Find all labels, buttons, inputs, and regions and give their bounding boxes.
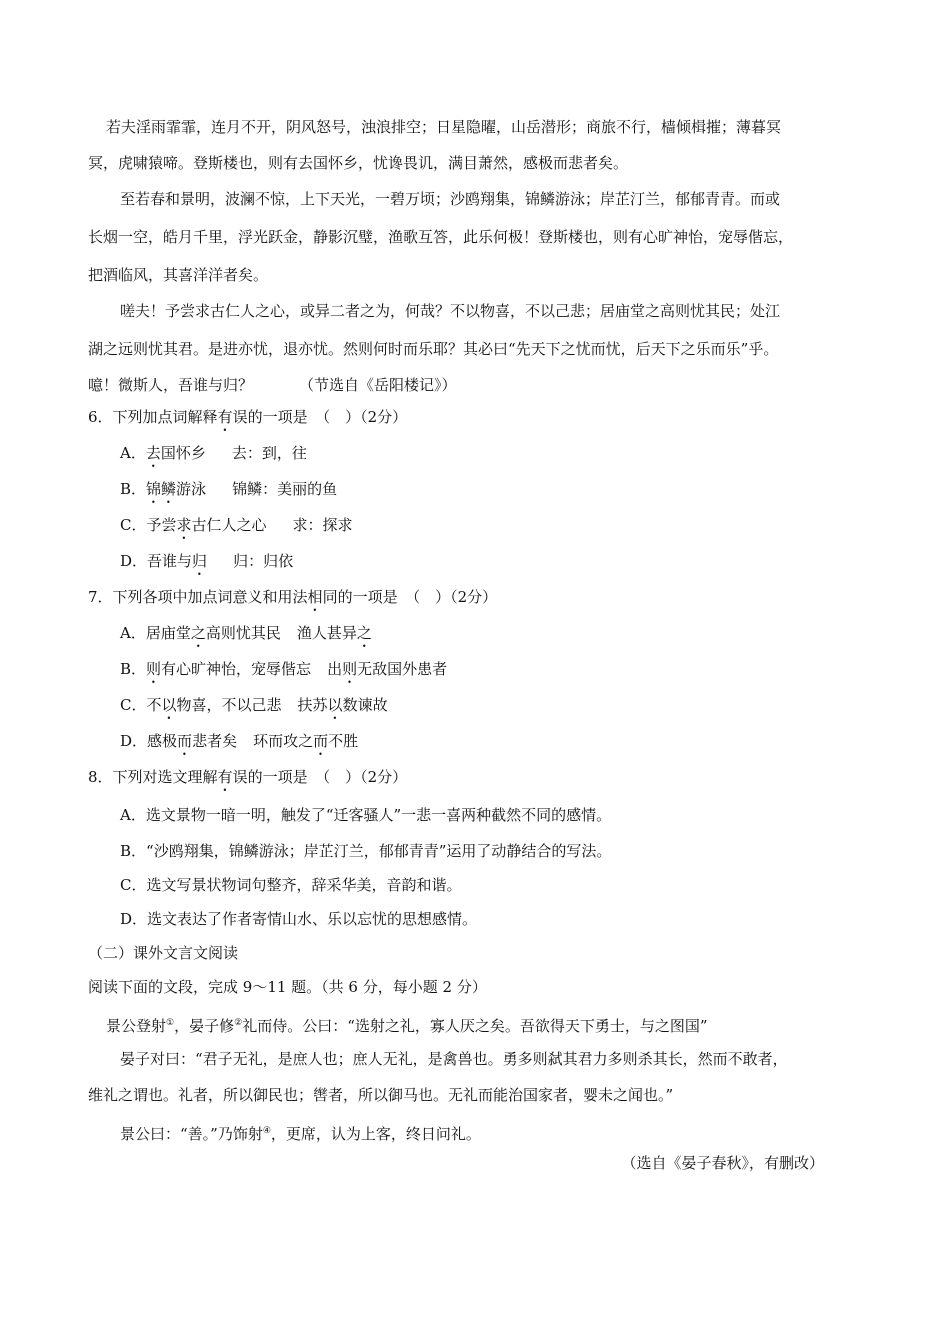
passage-p2-line1: 至若春和景明，波澜不惊，上下天光，一碧万顷；沙鸥翔集，锦鳞游泳；岸芷汀兰，郁郁青青。而或 [120,190,781,208]
passage-p1-line2: 冥，虎啸猿啼。登斯楼也，则有去国怀乡，忧谗畏讥，满目萧然，感极而悲者矣。 [88,154,629,172]
q6-option-b: B．锦鳞游泳 锦鳞：美丽的鱼 [120,480,338,498]
passage-p3-line3-text: 噫！微斯人，吾谁与归？ [88,376,254,394]
q8-stem: 8．下列对选文理解有误的一项是 （ ）（2分） [88,768,408,786]
q8-option-d: D．选文表达了作者寄情山水、乐以忘忧的思想感情。 [120,910,478,928]
section2-p2-line2: 维礼之谓也。礼者，所以御民也；辔者，所以御马也。无礼而能治国家者，婴未之闻也。” [88,1086,674,1104]
section2-p3: 景公曰：“善。”乃饰射④，更席，认为上客，终日问礼。 [120,1125,481,1143]
q7-option-d: D．感极而悲者矣 环而攻之而不胜 [120,732,359,750]
passage-p2-line3: 把酒临风，其喜洋洋者矣。 [88,266,269,284]
q6-option-c: C．予尝求古仁人之心 求：探求 [120,516,353,534]
passage-p3-line1: 嗟夫！予尝求古仁人之心，或异二者之为，何哉？不以物喜，不以己悲；居庙堂之高则忧其民；处江 [120,302,781,320]
passage-p3-line2: 湖之远则忧其君。是进亦忧，退亦忧。然则何时而乐耶？其必曰“先天下之忧而忧，后天下之乐而乐”乎。 [88,340,779,358]
q8-option-a: A．选文景物一暗一明，触发了“迁客骚人”一悲一喜两种截然不同的感情。 [120,806,612,824]
section2-p2-line1: 晏子对曰：“君子无礼，是庶人也；庶人无礼，是禽兽也。勇多则弑其君力多则杀其长，然而不敢者， [120,1050,788,1068]
section2-title: （二）课外文言文阅读 [88,944,239,962]
section2-p1: 景公登射①，晏子修②礼而侍。公曰：“选射之礼，寡人厌之矣。吾欲得天下勇士，与之图国” [106,1017,708,1035]
q8-option-c: C．选文写景状物词句整齐，辞采华美，音韵和谐。 [120,876,462,894]
passage-p2-line2: 长烟一空，皓月千里，浮光跃金，静影沉璧，渔歌互答，此乐何极！登斯楼也，则有心旷神怡，宠辱偕忘， [88,228,794,246]
q6-option-a: A．去国怀乡 去：到，往 [120,444,307,462]
q6-stem: 6．下列加点词解释有误的一项是 （ ）（2分） [88,408,408,426]
section2-source: （选自《晏子春秋》，有删改） [621,1154,824,1172]
q7-option-b: B．则有心旷神怡，宠辱偕忘 出则无敌国外患者 [120,660,448,678]
q8-option-b: B．“沙鸥翔集，锦鳞游泳；岸芷汀兰，郁郁青青”运用了动静结合的写法。 [120,842,612,860]
passage-p3-line3 [88,374,878,396]
passage-source: （节选自《岳阳楼记》） [299,376,457,394]
q7-option-c: C．不以物喜，不以己悲 扶苏以数谏故 [120,696,388,714]
passage-p1-line1: 若夫淫雨霏霏，连月不开，阴风怒号，浊浪排空；日星隐曜，山岳潜形；商旅不行，樯倾楫摧；薄暮冥 [106,118,782,136]
q7-option-a: A．居庙堂之高则忧其民 渔人甚异之 [120,624,372,642]
q7-stem: 7．下列各项中加点词意义和用法相同的一项是 （ ）（2分） [88,588,498,606]
section2-instruction: 阅读下面的文段，完成 9～11 题。（共 6 分，每小题 2 分） [88,978,487,996]
q6-option-d: D．吾谁与归 归：归依 [120,552,294,570]
